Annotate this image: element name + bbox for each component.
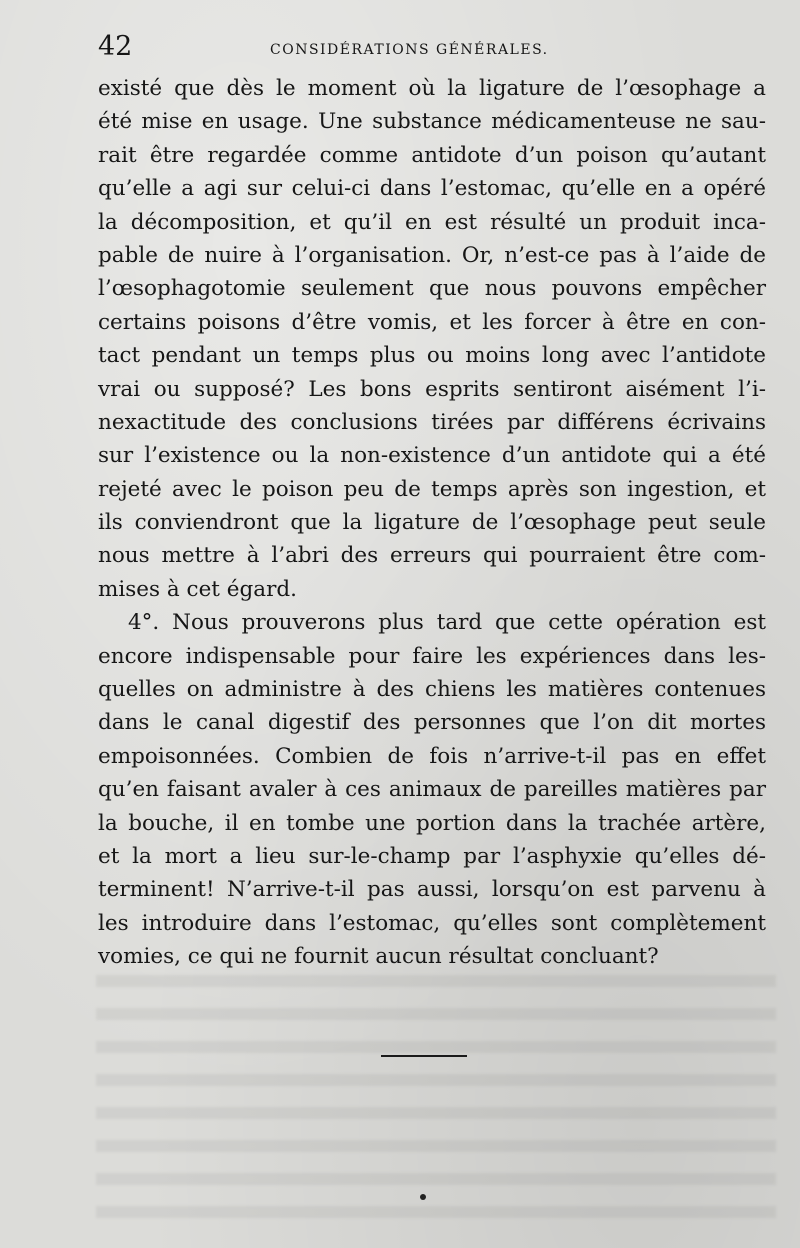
section-divider bbox=[381, 1055, 467, 1057]
text-line: encore indispensable pour faire les expériences dans les- bbox=[98, 643, 766, 669]
text-line: nexactitude des conclusions tirées par différens écrivains bbox=[98, 409, 766, 435]
text-line: la décomposition, et qu’il en est résulté un produit inca- bbox=[98, 209, 766, 235]
text-line: quelles on administre à des chiens les matières contenues bbox=[98, 677, 766, 703]
text-line: nous mettre à l’abri des erreurs qui pourraient être com- bbox=[98, 543, 766, 569]
text-line: rejeté avec le poison peu de temps après son ingestion, et bbox=[98, 476, 766, 502]
text-line: terminent! N’arrive-t-il pas aussi, lorsqu’on est parvenu à bbox=[98, 877, 766, 903]
page-header bbox=[98, 32, 766, 62]
text-line: pable de nuire à l’organisation. Or, n’est-ce pas à l’aide de bbox=[98, 242, 766, 268]
text-line: été mise en usage. Une substance médicamenteuse ne sau- bbox=[98, 109, 766, 135]
text-line: 4°. Nous prouverons plus tard que cette opération est bbox=[128, 610, 766, 636]
printer-mark bbox=[420, 1194, 426, 1200]
text-line: rait être regardée comme antidote d’un poison qu’autant bbox=[98, 142, 766, 168]
show-through-text bbox=[96, 975, 776, 1225]
text-line: mises à cet égard. bbox=[98, 576, 297, 602]
text-line: qu’en faisant avaler à ces animaux de pareilles matières par bbox=[98, 777, 766, 803]
text-line: vomies, ce qui ne fournit aucun résultat concluant? bbox=[98, 944, 659, 970]
text-line: certains poisons d’être vomis, et les forcer à être en con- bbox=[98, 309, 766, 335]
text-line: les introduire dans l’estomac, qu’elles sont complètement bbox=[98, 910, 766, 936]
text-line: qu’elle a agi sur celui-ci dans l’estomac, qu’elle en a opéré bbox=[98, 176, 766, 202]
text-line: dans le canal digestif des personnes que l’on dit mortes bbox=[98, 710, 766, 736]
text-line: vrai ou supposé? Les bons esprits sentiront aisément l’i- bbox=[98, 376, 766, 402]
text-line: l’œsophagotomie seulement que nous pouvons empêcher bbox=[98, 276, 766, 302]
body-text bbox=[98, 72, 766, 974]
text-line: existé que dès le moment où la ligature de l’œsophage a bbox=[98, 76, 766, 101]
text-line: ils conviendront que la ligature de l’œsophage peut seule bbox=[98, 510, 766, 536]
text-line: tact pendant un temps plus ou moins long avec l’antidote bbox=[98, 343, 766, 369]
page-number: 42 bbox=[98, 31, 133, 62]
text-line: la bouche, il en tombe une portion dans la trachée artère, bbox=[98, 810, 766, 836]
running-head: CONSIDÉRATIONS GÉNÉRALES. bbox=[270, 42, 549, 58]
text-line: sur l’existence ou la non-existence d’un antidote qui a été bbox=[98, 443, 766, 469]
text-line: empoisonnées. Combien de fois n’arrive-t-il pas en effet bbox=[98, 743, 766, 769]
text-line: et la mort a lieu sur-le-champ par l’asphyxie qu’elles dé- bbox=[98, 843, 766, 869]
